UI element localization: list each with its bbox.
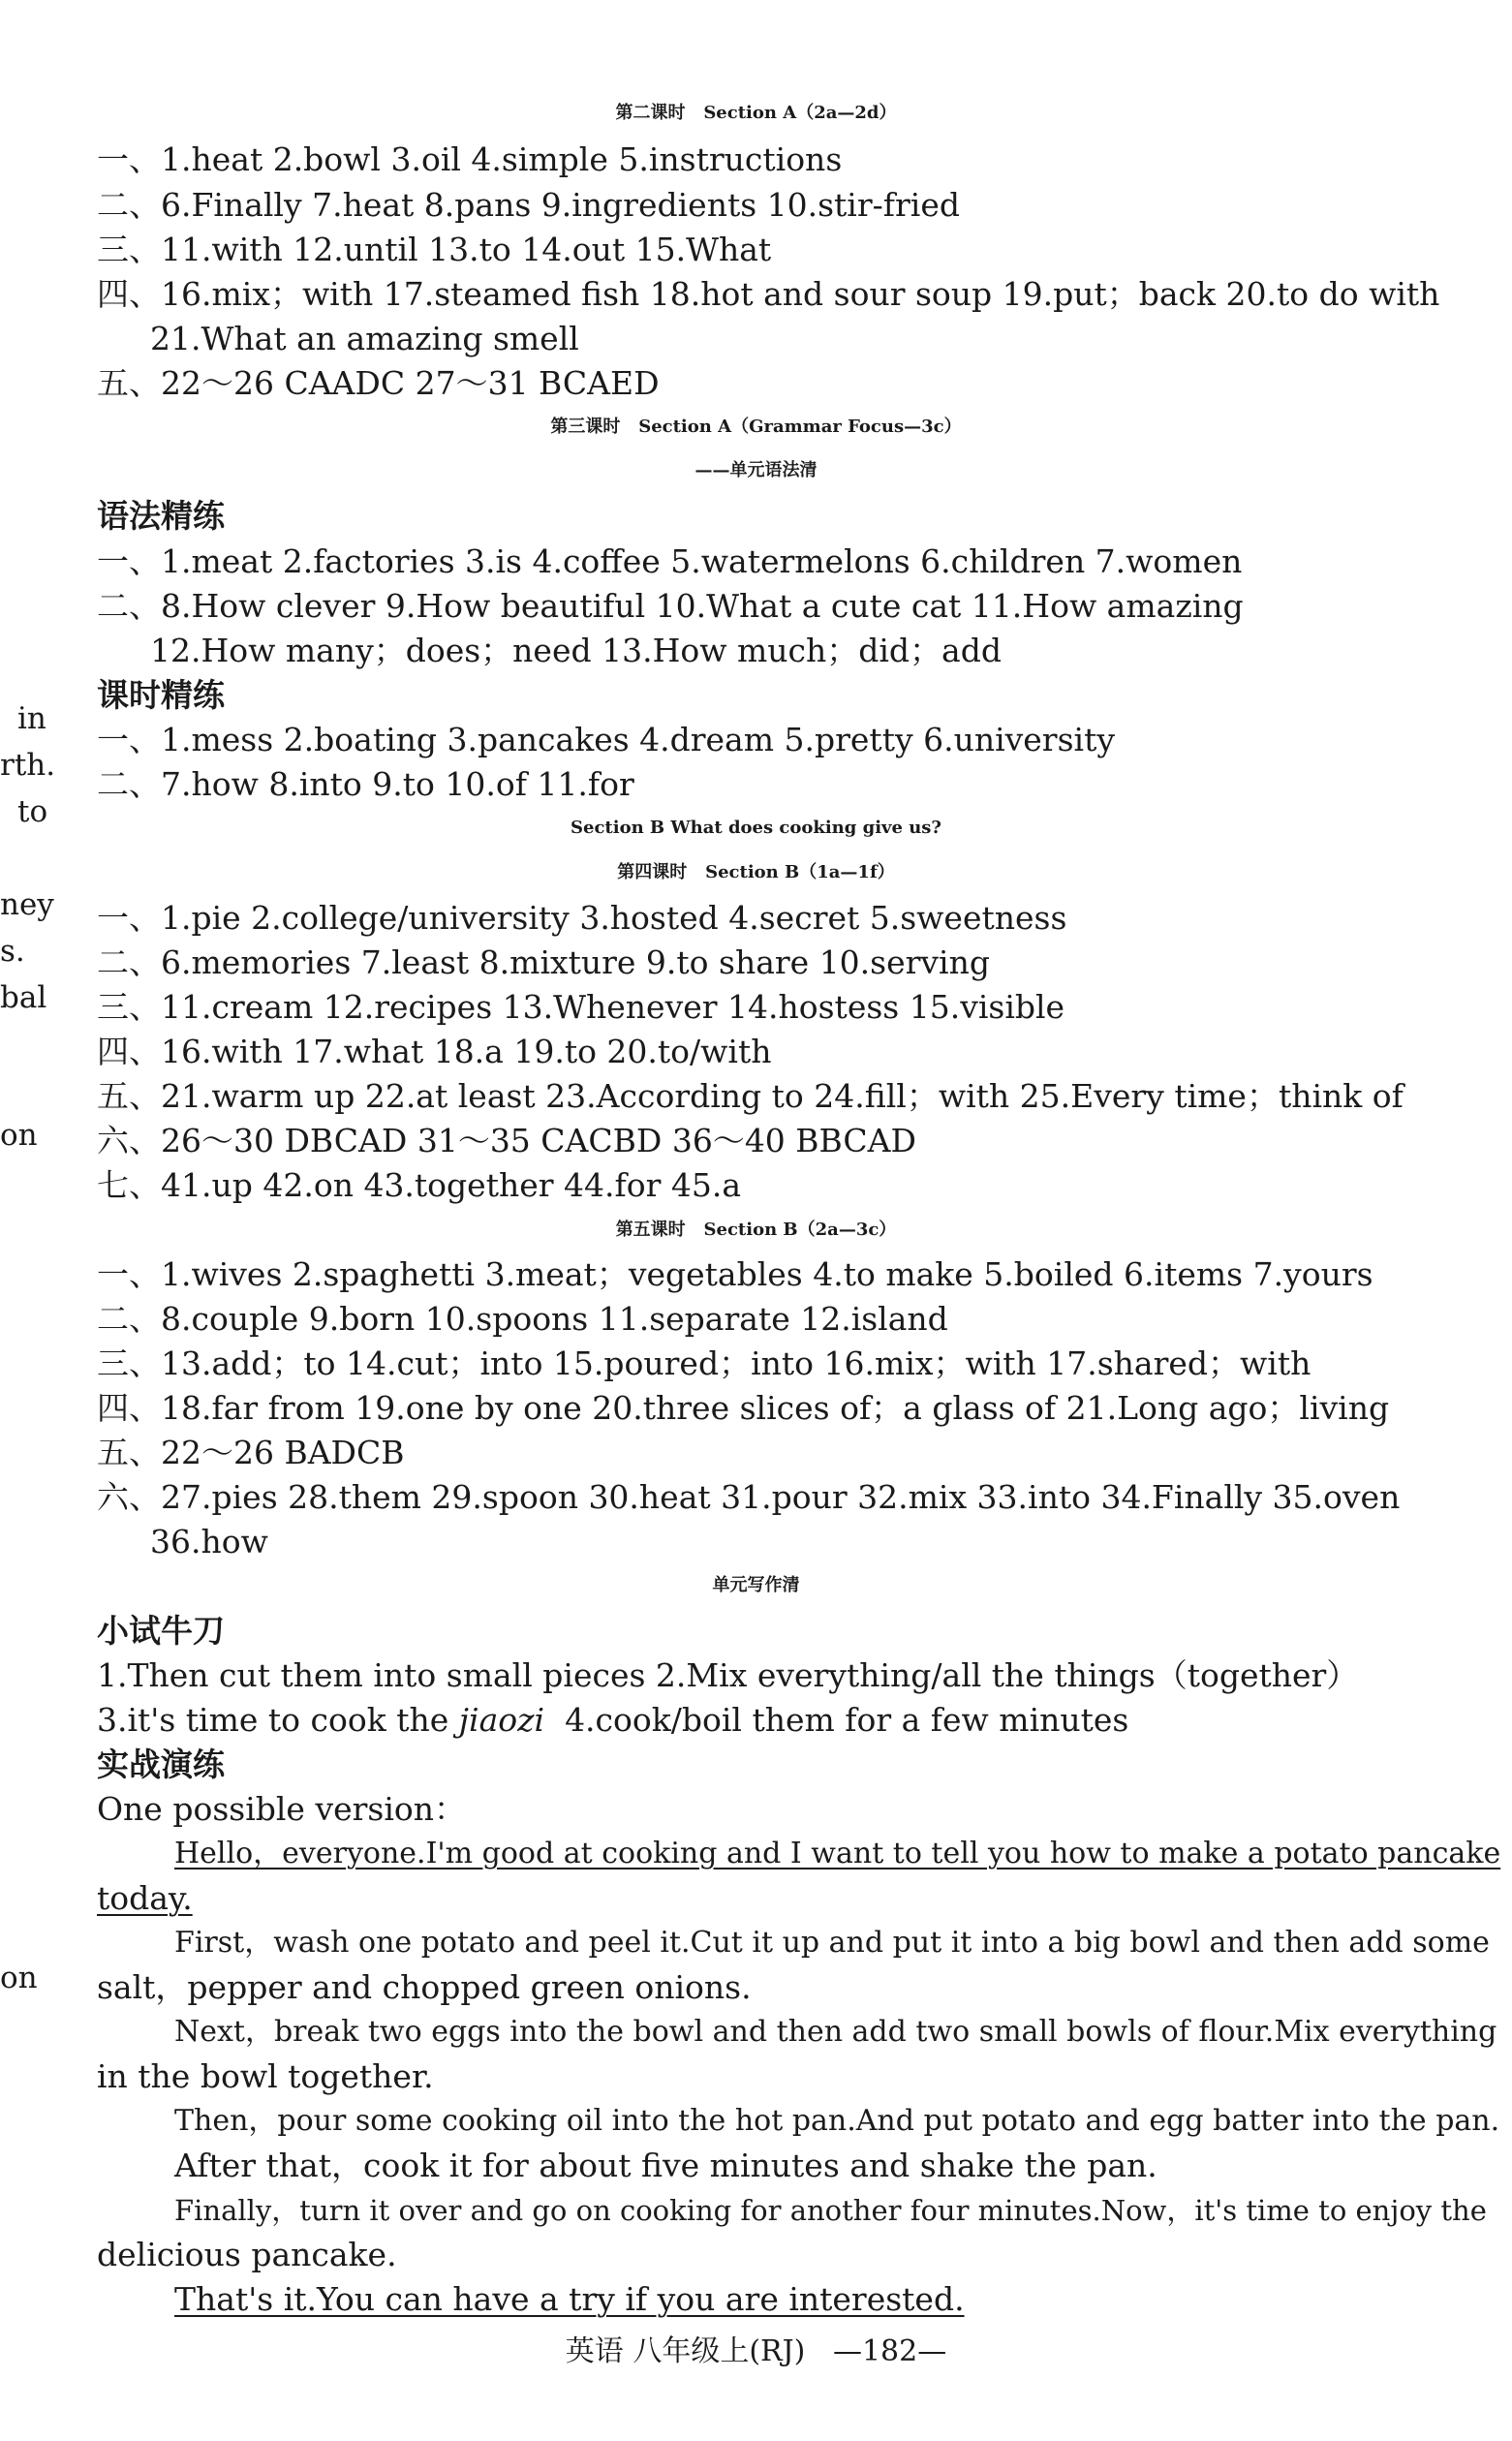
line-text: 3.it's time to cook the xyxy=(97,1701,449,1739)
lesson-section: Section A（2a—2d） xyxy=(703,103,897,123)
answer-row: 二、6.Finally 7.heat 8.pans 9.ingredients 10.stir-fried xyxy=(97,186,960,224)
page-number: —182— xyxy=(832,2334,947,2368)
lesson2-heading xyxy=(0,94,1512,133)
essay-line: Then，pour some cooking oil into the hot pan.And put potato and egg batter into the pan. xyxy=(174,2104,1500,2138)
footer-subject: 英语 八年级上(RJ) xyxy=(565,2334,806,2368)
essay-line: today. xyxy=(97,1879,193,1917)
answer-row: 三、11.cream 12.recipes 13.Whenever 14.hostess 15.visible xyxy=(97,988,1065,1026)
lesson-label: 第四课时 xyxy=(617,862,688,882)
essay-line: delicious pancake. xyxy=(97,2236,397,2273)
answer-row: 五、22～26 CAADC 27～31 BCAED xyxy=(97,364,660,402)
answer-row: 36.how xyxy=(150,1523,268,1560)
lesson-section: Section B（1a—1f） xyxy=(705,862,895,882)
answer-row: 一、1.wives 2.spaghetti 3.meat；vegetables 4.to make 5.boiled 6.items 7.yours xyxy=(97,1255,1373,1293)
answer-row: 二、8.How clever 9.How beautiful 10.What a cute cat 11.How amazing xyxy=(97,587,1244,625)
answer-row: 一、1.meat 2.factories 3.is 4.coffee 5.watermelons 6.children 7.women xyxy=(97,542,1243,580)
answer-row: 12.How many；does；need 13.How much；did；add xyxy=(150,632,1002,669)
essay-line: That's it.You can have a try if you are interested. xyxy=(174,2280,965,2318)
essay-line: First，wash one potato and peel it.Cut it up and put it into a big bowl and then add some xyxy=(174,1926,1490,1960)
answer-row: 三、13.add；to 14.cut；into 15.poured；into 16.mix；with 17.shared；with xyxy=(97,1344,1311,1382)
answer-row: 五、22～26 BADCB xyxy=(97,1434,405,1471)
lesson3-heading xyxy=(0,408,1512,447)
practice-label: 课时精练 xyxy=(97,676,225,714)
small-practice-label: 小试牛刀 xyxy=(97,1612,225,1650)
essay-line: Hello，everyone.I'm good at cooking and I want to tell you how to make a potato pancake xyxy=(174,1837,1501,1870)
section-b-title: Section B What does cooking give us? xyxy=(571,818,941,838)
essay-line: in the bowl together. xyxy=(97,2057,434,2095)
page-footer xyxy=(0,2333,1512,2371)
lesson4-heading xyxy=(0,853,1512,892)
answer-row: 21.What an amazing smell xyxy=(150,320,579,357)
answer-row: 一、1.heat 2.bowl 3.oil 4.simple 5.instructions xyxy=(97,140,843,178)
essay-line: salt，pepper and chopped green onions. xyxy=(97,1968,752,2006)
answer-row: 三、11.with 12.until 13.to 14.out 15.What xyxy=(97,231,772,268)
lesson-label: 第三课时 xyxy=(550,417,621,437)
small-practice-line xyxy=(97,1701,1128,1740)
answer-row: 一、1.mess 2.boating 3.pancakes 4.dream 5.pretty 6.university xyxy=(97,721,1115,758)
answer-row: 六、27.pies 28.them 29.spoon 30.heat 31.pour 32.mix 33.into 34.Finally 35.oven xyxy=(97,1478,1401,1516)
essay-line: After that，cook it for about five minutes and shake the pan. xyxy=(174,2147,1157,2184)
margin-fragment: to xyxy=(17,794,48,829)
margin-fragment: s. xyxy=(0,934,25,969)
answer-row: 二、8.couple 9.born 10.spoons 11.separate 12.island xyxy=(97,1300,948,1338)
lesson-label: 第五课时 xyxy=(615,1220,686,1240)
combat-practice-label: 实战演练 xyxy=(97,1746,225,1783)
writing-title: 单元写作清 xyxy=(712,1575,800,1595)
margin-fragment: in xyxy=(17,701,46,736)
answer-row: 四、16.mix；with 17.steamed fish 18.hot and sour soup 19.put；back 20.to do with xyxy=(97,275,1440,313)
margin-fragment: rth. xyxy=(0,748,56,783)
grammar-subtitle: ——单元语法清 xyxy=(694,460,818,480)
margin-fragment: ney xyxy=(0,887,54,922)
answer-row: 一、1.pie 2.college/university 3.hosted 4.secret 5.sweetness xyxy=(97,899,1067,937)
grammar-label: 语法精练 xyxy=(97,497,225,535)
answer-row: 二、7.how 8.into 9.to 10.of 11.for xyxy=(97,765,634,803)
lesson-label: 第二课时 xyxy=(615,103,686,123)
essay-line: Next，break two eggs into the bowl and then add two small bowls of flour.Mix everything xyxy=(174,2015,1497,2049)
lesson5-heading xyxy=(0,1211,1512,1250)
lesson-section: Section B（2a—3c） xyxy=(703,1220,897,1240)
small-practice-line: 1.Then cut them into small pieces 2.Mix everything/all the things（together） xyxy=(97,1656,1359,1694)
answer-row: 四、18.far from 19.one by one 20.three slices of；a glass of 21.Long ago；living xyxy=(97,1389,1390,1427)
answer-row: 七、41.up 42.on 43.together 44.for 45.a xyxy=(97,1166,741,1204)
answer-row: 二、6.memories 7.least 8.mixture 9.to share 10.serving xyxy=(97,943,990,981)
answer-row: 六、26～30 DBCAD 31～35 CACBD 36～40 BBCAD xyxy=(97,1122,916,1159)
italic-term: jiaozi xyxy=(458,1701,545,1739)
essay-intro: One possible version： xyxy=(97,1790,466,1828)
essay-line: Finally，turn it over and go on cooking for another four minutes.Now，it's time to enjoy the xyxy=(174,2194,1487,2227)
margin-fragment: on xyxy=(0,1118,38,1153)
margin-fragment: on xyxy=(0,1961,38,1995)
line-text: 4.cook/boil them for a few minutes xyxy=(565,1701,1129,1739)
lesson-section: Section A（Grammar Focus—3c） xyxy=(638,417,962,437)
answer-row: 五、21.warm up 22.at least 23.According to 24.fill；with 25.Every time；think of xyxy=(97,1077,1404,1115)
answer-row: 四、16.with 17.what 18.a 19.to 20.to/with xyxy=(97,1033,772,1070)
margin-fragment: bal xyxy=(0,980,47,1015)
